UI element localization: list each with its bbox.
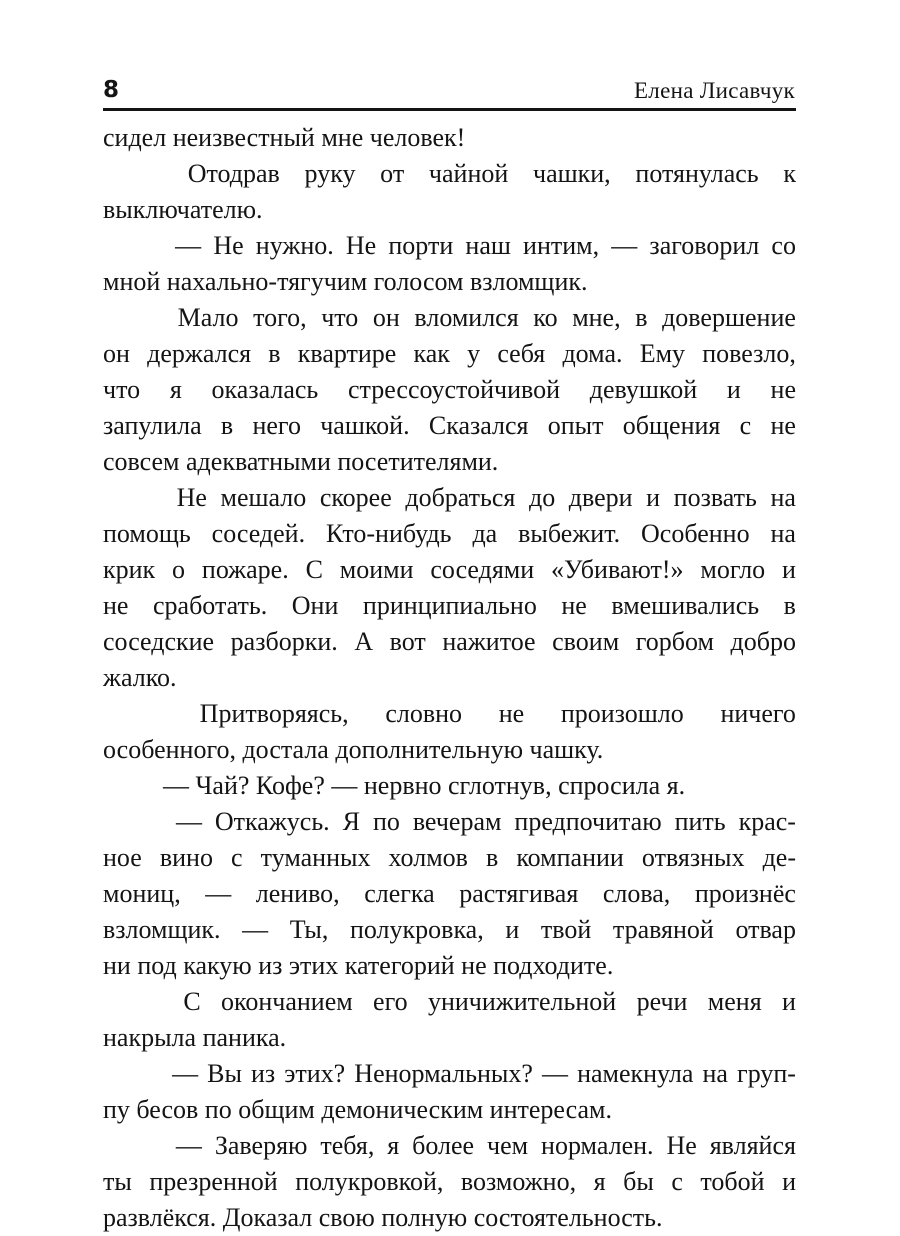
- word: травяной: [612, 915, 714, 944]
- word: я: [593, 1167, 606, 1196]
- word: в: [268, 339, 281, 368]
- text-line: [103, 804, 796, 840]
- word: по: [372, 807, 400, 836]
- paragraph: [103, 768, 796, 804]
- word: —: [542, 1059, 568, 1088]
- word: более: [412, 1131, 475, 1160]
- text-line: [103, 588, 796, 624]
- running-head-author: Елена Лисавчук: [633, 78, 795, 103]
- word: до: [528, 483, 556, 512]
- text-line: [103, 624, 796, 660]
- paragraph: [103, 156, 796, 228]
- word: да: [472, 519, 498, 548]
- text-line: сидел неизвестный мне человек!: [103, 123, 466, 152]
- word: добраться: [405, 483, 516, 512]
- word: опыт: [547, 411, 604, 440]
- word: сработать.: [153, 591, 268, 620]
- word: нормален.: [541, 1131, 654, 1160]
- word: порти: [388, 231, 454, 260]
- word: скорее: [319, 483, 392, 512]
- word: он: [372, 303, 400, 332]
- word: ное: [103, 843, 142, 872]
- word: из: [251, 1059, 276, 1088]
- word: —: [242, 915, 269, 944]
- word: Они: [291, 591, 339, 620]
- word: помощь: [103, 519, 191, 548]
- word: вино: [159, 843, 213, 872]
- word: нажитое: [442, 627, 536, 656]
- word: Ему: [639, 339, 686, 368]
- word: он: [103, 339, 130, 368]
- word: вломился: [414, 303, 519, 332]
- paragraph: [103, 480, 796, 696]
- word: к: [783, 159, 796, 188]
- word: отвар: [735, 915, 796, 944]
- first-line-indent: [103, 1056, 163, 1092]
- paragraph: [103, 696, 796, 768]
- word: слегка: [364, 879, 435, 908]
- word: Не: [666, 1131, 697, 1160]
- text-line: [103, 228, 796, 264]
- word: я: [387, 1131, 400, 1160]
- word: того,: [253, 303, 307, 332]
- word: мне,: [572, 303, 621, 332]
- word: интим,: [523, 231, 600, 260]
- word: растягивая: [459, 879, 579, 908]
- word: —: [205, 879, 232, 908]
- word: на: [770, 483, 796, 512]
- word: А: [354, 627, 374, 656]
- word: крик: [103, 555, 156, 584]
- word: в: [486, 843, 499, 872]
- word: произнёс: [694, 879, 796, 908]
- word: являйся: [709, 1131, 796, 1160]
- paragraph: [103, 984, 796, 1056]
- word: и: [726, 375, 741, 404]
- first-line-indent: [103, 1128, 163, 1164]
- word: и: [505, 915, 520, 944]
- paragraph: [103, 120, 796, 156]
- word: твой: [540, 915, 592, 944]
- word: полукровкой,: [295, 1167, 444, 1196]
- word: с: [739, 411, 752, 440]
- word: как: [413, 339, 450, 368]
- word: не: [103, 591, 129, 620]
- word: мониц,: [103, 879, 181, 908]
- word: и: [782, 555, 796, 584]
- word: возможно,: [460, 1167, 577, 1196]
- paragraph: [103, 1056, 796, 1128]
- paragraph: [103, 228, 796, 300]
- word: Отодрав: [187, 159, 280, 188]
- word: груп-: [737, 1059, 796, 1088]
- word: Притворяясь,: [199, 699, 349, 728]
- text-line: накрыла паника.: [103, 1023, 287, 1052]
- word: туманных: [260, 843, 371, 872]
- word: —: [611, 231, 638, 260]
- text-line: жалко.: [103, 663, 177, 692]
- word: что: [103, 375, 141, 404]
- word: не: [770, 375, 796, 404]
- word: я: [169, 375, 182, 404]
- word: Вы: [207, 1059, 242, 1088]
- paragraph: [103, 1128, 796, 1236]
- word: дома.: [562, 339, 623, 368]
- word: бы: [623, 1167, 654, 1196]
- first-line-indent: [103, 804, 163, 840]
- body-text: [103, 120, 796, 1236]
- word: у: [467, 339, 481, 368]
- first-line-indent: [103, 696, 163, 732]
- word: уничижительной: [427, 987, 617, 1016]
- word: Я: [342, 807, 360, 836]
- word: чайной: [428, 159, 509, 188]
- word: что: [321, 303, 359, 332]
- word: держался: [147, 339, 252, 368]
- word: своим: [552, 627, 620, 656]
- text-line: [103, 696, 796, 732]
- word: —: [175, 807, 202, 836]
- word: тебя,: [320, 1131, 375, 1160]
- word: словно: [385, 699, 463, 728]
- word: Мало: [177, 303, 239, 332]
- word: «Убивают!»: [551, 555, 684, 584]
- word: речи: [636, 987, 688, 1016]
- word: его: [373, 987, 408, 1016]
- first-line-indent: [103, 300, 163, 336]
- word: квартире: [297, 339, 397, 368]
- word: руку: [304, 159, 356, 188]
- word: себя: [497, 339, 546, 368]
- word: и: [646, 483, 661, 512]
- word: крас-: [738, 807, 796, 836]
- word: с: [231, 843, 243, 872]
- running-head-rule: [103, 108, 796, 111]
- word: на: [702, 1059, 728, 1088]
- word: произошло: [560, 699, 684, 728]
- word: добро: [730, 627, 796, 656]
- word: С: [305, 555, 323, 584]
- word: в: [220, 411, 234, 440]
- word: нужно.: [255, 231, 334, 260]
- word: холмов: [388, 843, 468, 872]
- text-line: [103, 408, 796, 444]
- word: —: [172, 1059, 199, 1088]
- text-line: пу бесов по общим демоническим интересам.: [103, 1095, 612, 1124]
- word: разборки.: [230, 627, 338, 656]
- word: пожаре.: [201, 555, 289, 584]
- paragraph: [103, 300, 796, 480]
- word: него: [252, 411, 301, 440]
- word: и: [782, 987, 796, 1016]
- word: довершение: [662, 303, 796, 332]
- word: могло: [700, 555, 766, 584]
- text-line: [103, 156, 796, 192]
- text-line: [103, 1128, 796, 1164]
- word: общения: [622, 411, 721, 440]
- running-head: [103, 62, 795, 102]
- word: —: [175, 231, 202, 260]
- text-line: мной нахально-тягучим голосом взломщик.: [103, 267, 588, 296]
- first-line-indent: [103, 156, 163, 192]
- word: Откажусь.: [214, 807, 330, 836]
- word: моими: [339, 555, 414, 584]
- word: мешало: [220, 483, 307, 512]
- word: ты: [103, 1167, 132, 1196]
- word: горбом: [635, 627, 714, 656]
- word: Ты,: [289, 915, 329, 944]
- word: в: [635, 303, 648, 332]
- word: не: [498, 699, 525, 728]
- word: полукровка,: [349, 915, 484, 944]
- word: соседями: [430, 555, 535, 584]
- word: окончанием: [221, 987, 353, 1016]
- word: заговорил: [649, 231, 760, 260]
- word: на: [770, 519, 796, 548]
- word: наш: [465, 231, 511, 260]
- word: отвязных: [641, 843, 745, 872]
- text-line: [103, 840, 796, 876]
- word: принципиально: [362, 591, 537, 620]
- text-line: [103, 516, 796, 552]
- first-line-indent: [103, 228, 163, 264]
- word: Кто-нибудь: [326, 519, 452, 548]
- word: от: [380, 159, 405, 188]
- word: двери: [568, 483, 633, 512]
- word: компании: [516, 843, 624, 872]
- word: не: [770, 411, 796, 440]
- word: лениво,: [255, 879, 340, 908]
- text-line: [103, 984, 796, 1020]
- word: соседские: [103, 627, 215, 656]
- word: слова,: [602, 879, 671, 908]
- word: чашкой.: [320, 411, 410, 440]
- text-line: [103, 372, 796, 408]
- word: меня: [707, 987, 762, 1016]
- text-line: развлёкся. Доказал свою полную состоятельность.: [103, 1203, 663, 1232]
- text-line: ни под какую из этих категорий не подходите.: [103, 951, 614, 980]
- word: Не: [213, 231, 244, 260]
- word: соседей.: [211, 519, 306, 548]
- word: позвать: [673, 483, 757, 512]
- word: вечерам: [412, 807, 502, 836]
- text-line: выключателю.: [103, 195, 263, 224]
- page-number: 8: [103, 77, 120, 103]
- paragraph: [103, 804, 796, 984]
- word: со: [771, 231, 796, 260]
- word: вмешивались: [611, 591, 760, 620]
- word: чашки,: [533, 159, 611, 188]
- word: выбежит.: [518, 519, 621, 548]
- word: Не: [176, 483, 207, 512]
- text-line: [103, 1164, 796, 1200]
- word: Заверяю: [214, 1131, 308, 1160]
- word: вот: [389, 627, 426, 656]
- word: тобой: [700, 1167, 765, 1196]
- text-line: [103, 336, 796, 372]
- text-line: [103, 480, 796, 516]
- text-line: [103, 300, 796, 336]
- word: в: [783, 591, 796, 620]
- word: запулила: [103, 411, 202, 440]
- word: потянулась: [635, 159, 759, 188]
- word: предпочитаю: [514, 807, 662, 836]
- text-line: особенного, достала дополнительную чашку.: [103, 735, 604, 764]
- word: Сказался: [428, 411, 529, 440]
- word: Не: [345, 231, 377, 260]
- word: Особенно: [641, 519, 750, 548]
- word: взломщик.: [103, 915, 221, 944]
- first-line-indent: [103, 480, 163, 516]
- word: повезло,: [702, 339, 796, 368]
- word: С: [183, 987, 201, 1016]
- word: Ненормальных?: [354, 1059, 533, 1088]
- word: стрессоустойчивой: [348, 375, 560, 404]
- word: чем: [487, 1131, 529, 1160]
- word: и: [782, 1167, 796, 1196]
- text-line: — Чай? Кофе? — нервно сглотнув, спросила я.: [163, 771, 686, 800]
- word: намекнула: [577, 1059, 694, 1088]
- word: с: [671, 1167, 683, 1196]
- word: ко: [533, 303, 558, 332]
- word: оказалась: [211, 375, 319, 404]
- word: не: [561, 591, 587, 620]
- first-line-indent: [103, 984, 163, 1020]
- text-line: [103, 912, 796, 948]
- word: девушкой: [589, 375, 698, 404]
- text-line: [103, 1056, 796, 1092]
- word: этих?: [284, 1059, 346, 1088]
- word: о: [172, 555, 186, 584]
- word: ничего: [720, 699, 796, 728]
- text-line: [103, 876, 796, 912]
- word: пить: [674, 807, 726, 836]
- text-line: совсем адекватными посетителями.: [103, 447, 499, 476]
- word: —: [175, 1131, 202, 1160]
- word: де-: [762, 843, 796, 872]
- text-line: [103, 552, 796, 588]
- word: презренной: [149, 1167, 278, 1196]
